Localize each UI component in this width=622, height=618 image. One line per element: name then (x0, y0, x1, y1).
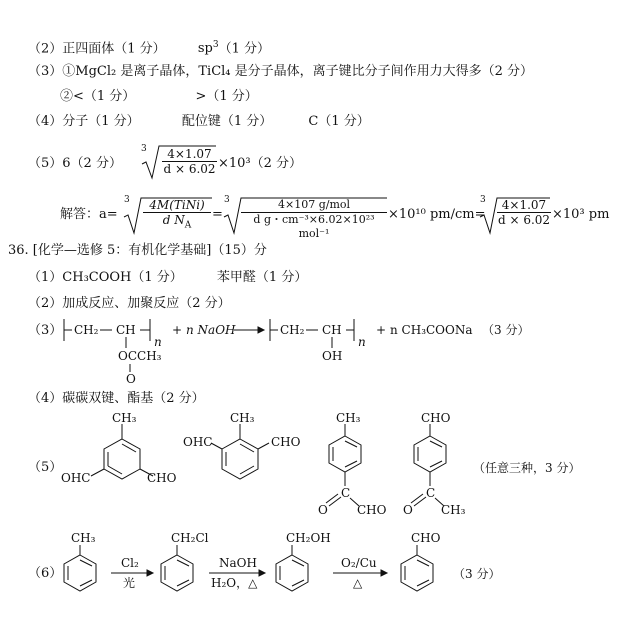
svg-text:O: O (318, 503, 328, 517)
svg-text:CHO: CHO (147, 471, 177, 485)
svg-text:CH₃: CH₃ (230, 411, 255, 425)
svg-text:n: n (154, 335, 162, 349)
svg-text:CH₃: CH₃ (441, 503, 466, 517)
svg-text:CH₃: CH₃ (336, 411, 361, 425)
svg-text:CHO: CHO (357, 503, 387, 517)
svg-text:OHC: OHC (61, 471, 91, 485)
svg-text:（任意三种，3 分）: （任意三种，3 分） (473, 461, 581, 475)
svg-text:CH₂Cl: CH₂Cl (171, 531, 209, 545)
fraction-4: $\frac{4\times 1.07}{d \times 6.02}$ (497, 198, 551, 227)
svg-text:+: + (376, 323, 387, 337)
solution-line: 解答：a= (60, 207, 118, 222)
svg-text:n NaOH: n NaOH (186, 323, 236, 337)
svg-text:C: C (341, 486, 351, 500)
answer-2: （2）正四面体（1 分） $sp^3(1$ 分） (28, 40, 270, 57)
svg-text:CH: CH (322, 323, 342, 337)
svg-text:O₂/Cu: O₂/Cu (341, 556, 377, 570)
svg-text:OCCH₃: OCCH₃ (118, 349, 162, 363)
answer-5-tail: ×10³（2 分） (218, 156, 303, 171)
question-36-title: 36. [化学—选修 5：有机化学基础]（15）分 (8, 243, 267, 258)
svg-text:CHO: CHO (411, 531, 441, 545)
fraction-1: $\frac{4\times 1.07}{d \times 6.02}$ (163, 147, 216, 176)
svg-text:CHO: CHO (421, 411, 451, 425)
root-index-1: 3 (141, 144, 147, 154)
q36-answer-3-label: （3） (28, 323, 63, 338)
svg-text:OH: OH (322, 349, 343, 363)
svg-text:CH₂: CH₂ (280, 323, 305, 337)
answer-3-part2: ②<（1 分） >（1 分） (60, 89, 258, 104)
svg-text:（3 分）: （3 分） (482, 323, 530, 337)
svg-text:△: △ (353, 576, 363, 590)
q36-answer-5-label: （5） (28, 460, 63, 475)
svg-text:C: C (426, 486, 436, 500)
q36-answer-4: （4）碳碳双键、酯基（2 分） (28, 391, 205, 406)
svg-text:OHC: OHC (183, 435, 213, 449)
svg-text:O: O (126, 372, 136, 386)
isomer-structures (55, 410, 615, 520)
svg-text:CH₂OH: CH₂OH (286, 531, 331, 545)
svg-text:n CH₃COONa: n CH₃COONa (390, 323, 473, 337)
svg-text:Cl₂: Cl₂ (121, 556, 139, 570)
q36-answer-2: （2）加成反应、加聚反应（2 分） (28, 296, 231, 311)
q36-answer-1: （1）CH₃COOH（1 分） 苯甲醛（1 分） (28, 270, 308, 285)
svg-text:NaOH: NaOH (219, 556, 257, 570)
synthesis-route (55, 525, 525, 615)
fraction-2: 4M(TiNi) d $N_A$ (143, 198, 211, 232)
answer-5: （5）6（2 分） (28, 156, 122, 171)
svg-text:CHO: CHO (271, 435, 301, 449)
svg-text:CH₂: CH₂ (74, 323, 99, 337)
fraction-3: 4×107 g/mol d g・cm⁻³×6.02×10²³ mol⁻¹ (241, 198, 387, 241)
svg-text:O: O (403, 503, 413, 517)
answer-3: （3）①MgCl₂ 是离子晶体，TiCl₄ 是分子晶体，离子键比分子间作用力大得多（2 分） (28, 64, 534, 79)
answer-4: （4）分子（1 分） 配位键（1 分） C（1 分） (28, 114, 370, 129)
svg-text:n: n (358, 335, 366, 349)
svg-text:CH₃: CH₃ (112, 411, 137, 425)
svg-text:光: 光 (123, 576, 136, 590)
svg-text:+: + (172, 323, 183, 337)
svg-text:H₂O，△: H₂O，△ (211, 576, 258, 590)
svg-text:（3 分）: （3 分） (453, 567, 501, 581)
svg-text:CH₃: CH₃ (71, 531, 96, 545)
q36-answer-6-label: （6） (28, 566, 63, 581)
svg-text:CH: CH (116, 323, 136, 337)
hydrolysis-reaction (58, 316, 558, 396)
